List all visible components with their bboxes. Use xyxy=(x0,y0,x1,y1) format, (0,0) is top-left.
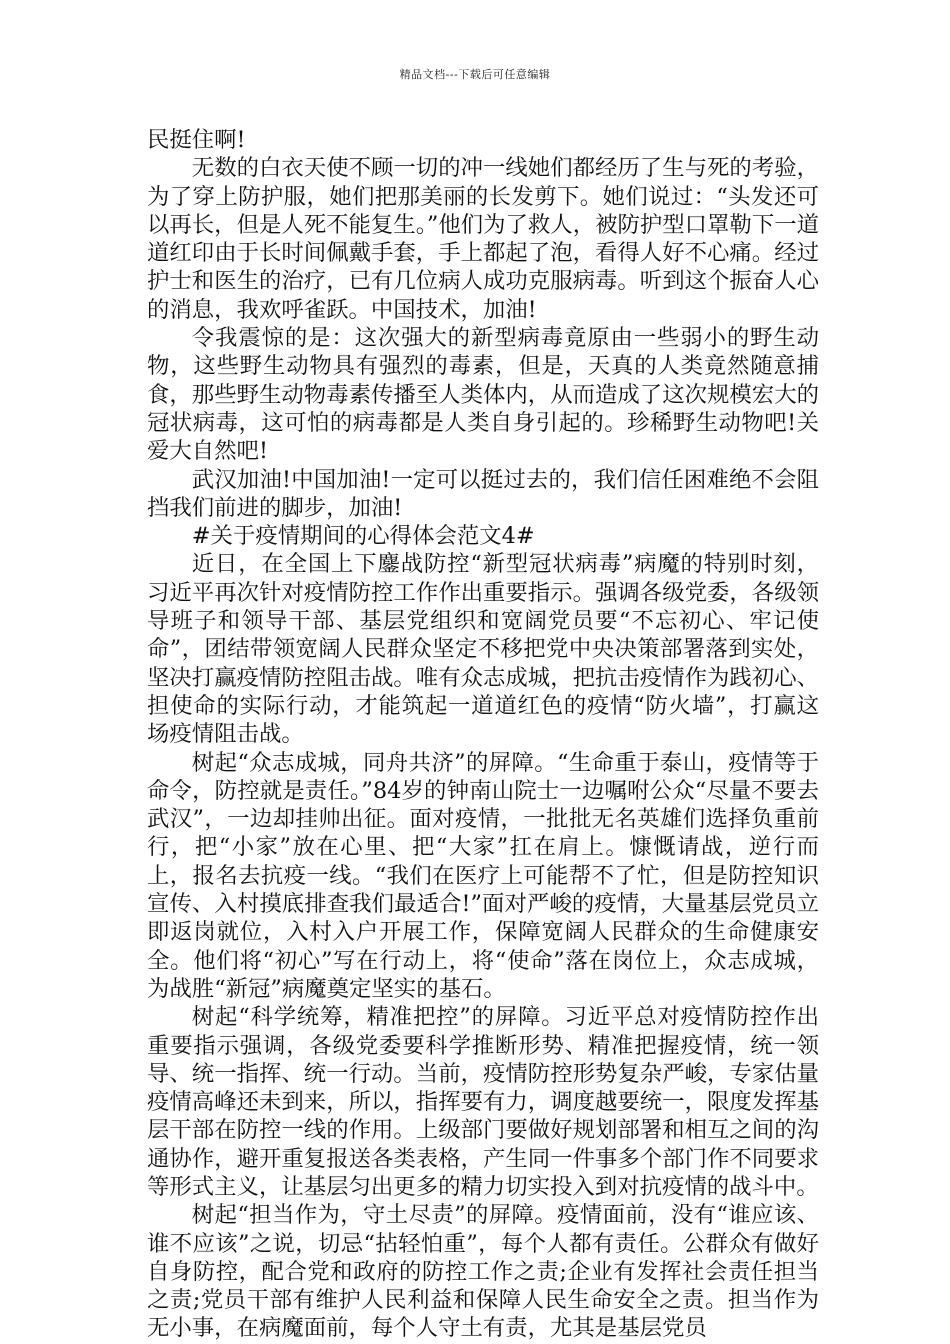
page-header: 精品文档---下载后可任意编辑 xyxy=(399,68,551,81)
paragraph: 树起“担当作为，守土尽责”的屏障。疫情面前，没有“谁应该、谁不应该”之说，切忌“拈轻怕重”，每个人都有责任。公群众有做好自身防控，配合党和政府的防控工作之责;企业有发挥社会责任担当之责;党员干部有维护人民利益和保障人民生命安全之责。担当作为无小事，在病魔面前，每个人守土有责，尤其是基层党员 xyxy=(147,1202,819,1342)
paragraph: 民挺住啊! xyxy=(147,127,246,153)
document-body xyxy=(147,126,819,1343)
paragraph: 树起“众志成城，同舟共济”的屏障。“生命重于泰山，疫情等于命令，防控就是责任。”84岁的钟南山院士一边嘱咐公众“尽量不要去武汉”，一边却挂帅出征。面对疫情，一批批无名英雄们选择负重前行，把“小家”放在心里、把“大家”扛在肩上。慷慨请战，逆行而上，报名去抗疫一线。“我们在医疗上可能帮不了忙，但是防控知识宣传、入村摸底排查我们最适合!”面对严峻的疫情，大量基层党员立即返岗就位，入村入户开展工作，保障宽阔人民群众的生命健康安全。他们将“初心”写在行动上，将“使命”落在岗位上，众志成城，为战胜“新冠”病魔奠定坚实的基石。 xyxy=(147,749,819,1002)
paragraph: 无数的白衣天使不顾一切的冲一线她们都经历了生与死的考验，为了穿上防护服，她们把那美丽的长发剪下。她们说过：“头发还可以再长，但是人死不能复生。”他们为了救人，被防护型口罩勒下一道道红印由于长时间佩戴手套，手上都起了泡，看得人好不心痛。经过护士和医生的治疗，已有几位病人成功克服病毒。听到这个振奋人心的消息，我欢呼雀跃。中国技术，加油! xyxy=(147,155,819,323)
paragraph: 近日，在全国上下鏖战防控“新型冠状病毒”病魔的特别时刻，习近平再次针对疫情防控工作作出重要指示。强调各级党委，各级领导班子和领导干部、基层党组织和宽阔党员要“不忘初心、牢记使命”，团结带领宽阔人民群众坚定不移把党中央决策部署落到实处，坚决打赢疫情防控阻击战。唯有众志成城，把抗击疫情作为践初心、担使命的实际行动，才能筑起一道道红色的疫情“防火墙”，打赢这场疫情阻击战。 xyxy=(147,551,819,748)
paragraph: 令我震惊的是：这次强大的新型病毒竟原由一些弱小的野生动物，这些野生动物具有强烈的毒素，但是，天真的人类竟然随意捕食，那些野生动物毒素传播至人类体内，从而造成了这次规模宏大的冠状病毒，这可怕的病毒都是人类自身引起的。珍稀野生动物吧!关爱大自然吧! xyxy=(147,325,819,465)
paragraph: 武汉加油!中国加油!一定可以挺过去的，我们信任困难绝不会阻挡我们前进的脚步，加油! xyxy=(147,466,819,521)
section-heading: #关于疫情期间的心得体会范文4# xyxy=(191,523,535,550)
paragraph: 树起“科学统筹，精准把控”的屏障。习近平总对疫情防控作出重要指示强调，各级党委要科学推断形势、精准把握疫情，统一领导、统一指挥、统一行动。当前，疫情防控形势复杂严峻，专家估量疫情高峰还未到来，所以，指挥要有力，调度越要统一，限度发挥基层干部在防控一线的作用。上级部门要做好规划部署和相互之间的沟通协作，避开重复报送各类表格，产生同一件事多个部门作不同要求等形式主义，让基层匀出更多的精力切实投入到对抗疫情的战斗中。 xyxy=(147,1004,819,1200)
